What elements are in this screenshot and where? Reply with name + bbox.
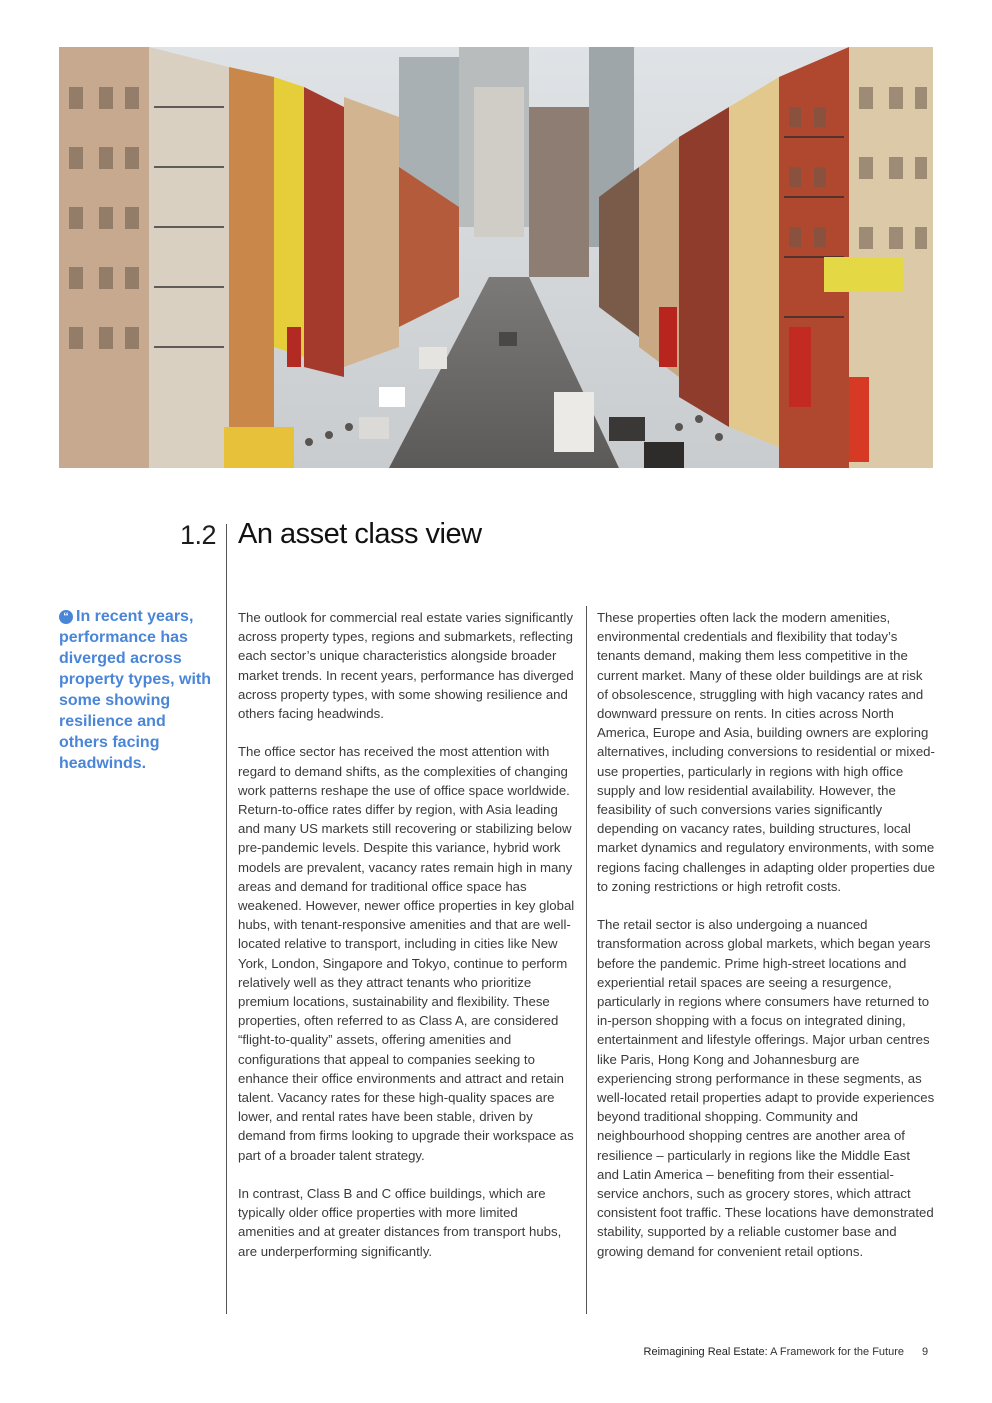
paragraph: These properties often lack the modern amenities, environmental credentials and flexibility that today’s tenants demand, making them less competitive in the current market. Many of these older buildings are at risk of obsolescence, struggling with high vacancy rates and downward pressure on rents. In cities across North America, Europe and Asia, building owners are exploring alternatives, including conversions to residential or mixed-use properties, particularly in regions with high office supply and low residential availability. However, the feasibility of such conversions varies significantly depending on vacancy rates, building structures, local market dynamics and regulatory environments, with some regions facing challenges in adapting older properties due to zoning restrictions or high retrofit costs. [597,610,935,894]
paragraph: The retail sector is also undergoing a nuanced transformation across global markets, which began years before the pandemic. Prime high-street locations and experiential retail spaces are seeing a resurgence, particularly in regions where consumers have returned to in-person shopping with a focus on integrated dining, entertainment and lifestyle offerings. Major urban centres like Paris, Hong Kong and Johannesburg are experiencing strong performance in these segments, as well-located retail properties adapt to provide experiences beyond traditional shopping. Community and neighbourhood shopping centres are another area of resilience – particularly in regions like the Middle East and Latin America – benefiting from their essential-service anchors, such as grocery stores, which attract consistent foot traffic. These locations have demonstrated stability, supported by a reliable customer base and growing demand for convenient retail options. [597,917,935,1259]
pull-quote [59,606,219,774]
section-divider [226,524,227,1314]
paragraph: In contrast, Class B and C office buildings, which are typically older office properties with more limited amenities and at greater distances from transport hubs, are underperforming significantly. [238,1186,562,1259]
pull-quote-text: In recent years, performance has diverged across property types, with some showing resilience and others facing headwinds. [59,608,212,772]
footer-title [560,1346,904,1358]
section-number: 1.2 [179,520,216,550]
footer-title-rest: A Framework for the Future [767,1346,904,1358]
footer-title-bold: Reimagining Real Estate: [643,1346,768,1358]
paragraph: The office sector has received the most attention with regard to demand shifts, as the complexities of changing work patterns reshape the use of office space worldwide. Return-to-office rates differ by region, with Asia leading and many US markets still recovering or stabilizing below pre-pandemic levels. Despite this variance, hybrid work models are prevalent, vacancy rates remain high in many areas and demand for traditional office space has weakened. However, newer office properties in key global hubs, with tenant-responsive amenities and that are well-located relative to transport, including in cities like New York, London, Singapore and Tokyo, continue to perform relatively well as they attract tenants who prioritize premium locations, sustainability and flexibility. These properties, often referred to as Class A, are considered “flight-to-quality” assets, offering amenities and configurations that appeal to companies seeking to enhance their office environments and attract and retain talent. Vacancy rates for these high-quality spaces are lower, and rental rates have been stable, driven by demand from firms looking to upgrade their workspace as part of a broader talent strategy. [238,744,575,1163]
page-number: 9 [922,1346,929,1358]
body-column-left [238,608,576,1280]
quote-icon: “ [59,610,73,624]
body-column-right [597,608,935,1280]
hero-street-photo [59,47,933,468]
column-divider [586,606,587,1314]
section-title: An asset class view [238,518,482,550]
paragraph: The outlook for commercial real estate varies significantly across property types, regions and submarkets, reflecting each sector’s unique characteristics alongside broader market trends. In recent years, performance has diverged across property types, with some showing resilience and others facing headwinds. [238,610,574,722]
